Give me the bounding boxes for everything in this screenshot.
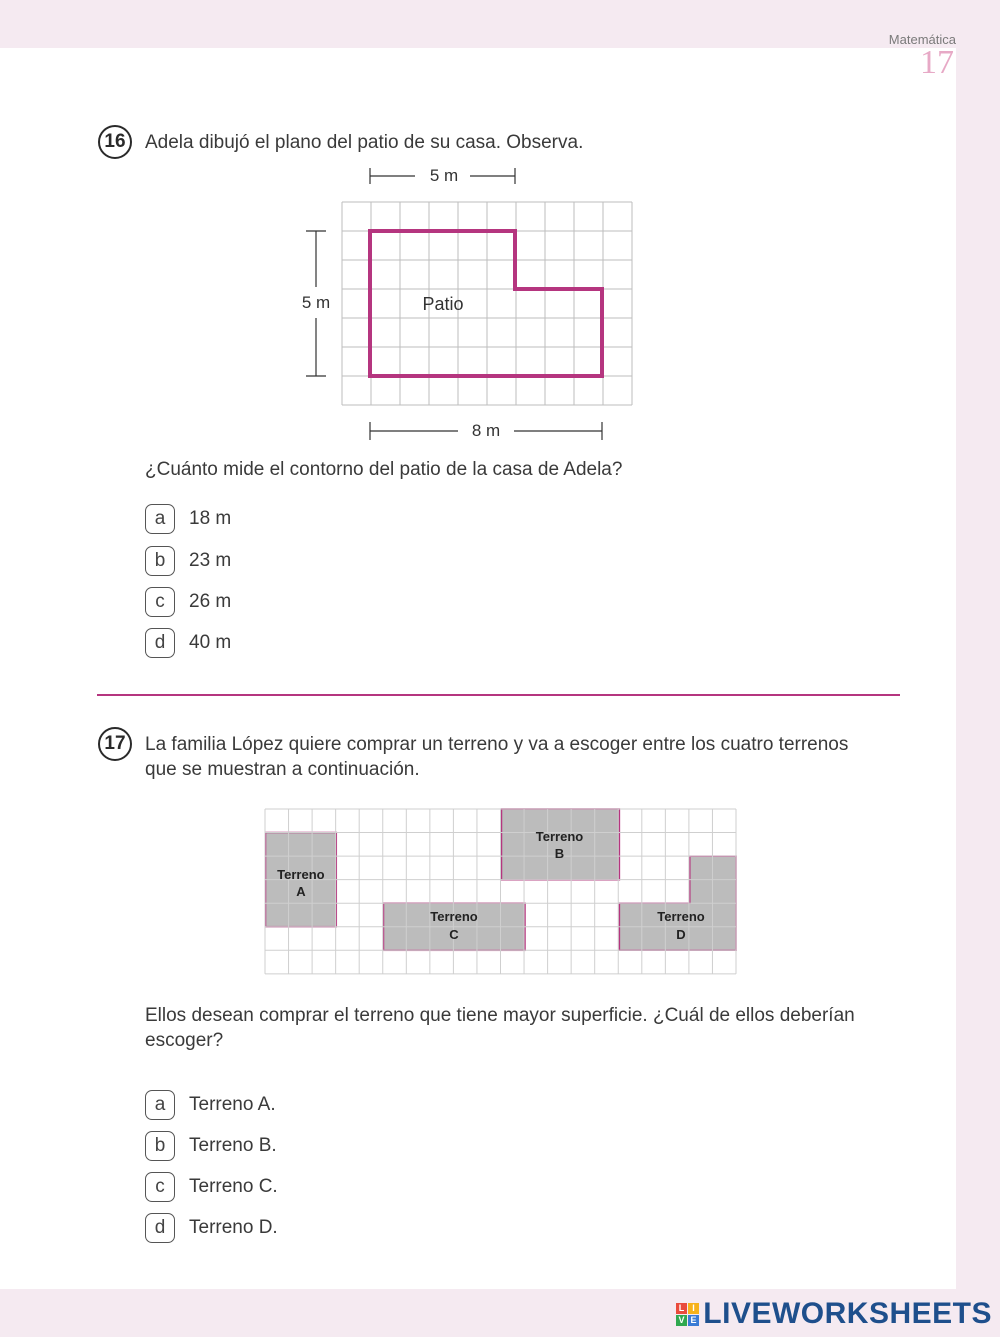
option-letter: a xyxy=(145,1090,175,1120)
option-letter: d xyxy=(145,628,175,658)
terreno-d-label-line1: Terreno xyxy=(657,909,705,924)
top-dimension-label: 5 m xyxy=(429,166,459,185)
option-letter: d xyxy=(145,1213,175,1243)
option-letter: a xyxy=(145,504,175,534)
q16-option-a[interactable] xyxy=(145,503,231,535)
option-letter: c xyxy=(145,1172,175,1202)
patio-label: Patio xyxy=(422,294,464,314)
option-text: Terreno D. xyxy=(189,1217,278,1238)
terreno-b-label-line1: Terreno xyxy=(535,829,584,844)
terrenos-grid xyxy=(265,809,736,974)
option-text: 26 m xyxy=(189,591,232,612)
terreno-b-label-line2: B xyxy=(554,846,565,861)
terreno-c-label-line2: C xyxy=(449,927,459,942)
q17-option-a[interactable] xyxy=(145,1089,276,1121)
question-17-prompt-line2: que se muestran a continuación. xyxy=(145,759,420,780)
brand-name: LIVEWORKSHEETS xyxy=(703,1297,992,1330)
patio-diagram xyxy=(0,0,1000,460)
q16-option-b[interactable] xyxy=(145,545,231,577)
q16-option-d[interactable] xyxy=(145,627,231,659)
option-text: Terreno B. xyxy=(189,1135,277,1156)
bottom-dimension-label: 8 m xyxy=(471,421,501,440)
section-divider xyxy=(97,694,900,696)
terreno-a-label-line1: Terreno xyxy=(277,867,325,882)
question-17-prompt-line1: La familia López quiere comprar un terreno y va a escoger entre los cuatro terrenos xyxy=(145,734,849,755)
terreno-c-label-line1: Terreno xyxy=(430,909,478,924)
subject-label: Matemática xyxy=(888,32,956,47)
option-letter: b xyxy=(145,1131,175,1161)
q17-option-d[interactable] xyxy=(145,1212,278,1244)
question-17-question-line2: escoger? xyxy=(145,1030,224,1051)
question-16-prompt: Adela dibujó el plano del patio de su casa. Observa. xyxy=(145,132,584,153)
option-letter: c xyxy=(145,587,175,617)
terreno-b-shape xyxy=(502,809,620,880)
question-16-number: 16 xyxy=(98,125,132,159)
liveworksheets-brand[interactable] xyxy=(676,1297,992,1331)
q17-option-b[interactable] xyxy=(145,1130,277,1162)
question-16-question: ¿Cuánto mide el contorno del patio de la casa de Adela? xyxy=(145,459,623,480)
option-text: 40 m xyxy=(189,632,232,653)
terreno-d-label-line2: D xyxy=(676,927,686,942)
option-text: 18 m xyxy=(189,508,232,529)
q16-option-c[interactable] xyxy=(145,586,231,618)
question-17-number: 17 xyxy=(98,727,132,761)
terreno-a-label-line2: A xyxy=(296,884,306,899)
liveworksheets-logo-icon: L I V E xyxy=(676,1303,699,1326)
question-17-question-line1: Ellos desean comprar el terreno que tiene mayor superficie. ¿Cuál de ellos deberían xyxy=(145,1005,855,1026)
option-letter: b xyxy=(145,546,175,576)
option-text: Terreno A. xyxy=(189,1094,276,1115)
page-number: 17 xyxy=(920,44,954,81)
patio-outline xyxy=(370,231,602,376)
left-dimension-label: 5 m xyxy=(301,293,331,312)
q17-option-c[interactable] xyxy=(145,1171,278,1203)
terrenos-diagram xyxy=(0,790,1000,990)
option-text: 23 m xyxy=(189,550,232,571)
option-text: Terreno C. xyxy=(189,1176,278,1197)
